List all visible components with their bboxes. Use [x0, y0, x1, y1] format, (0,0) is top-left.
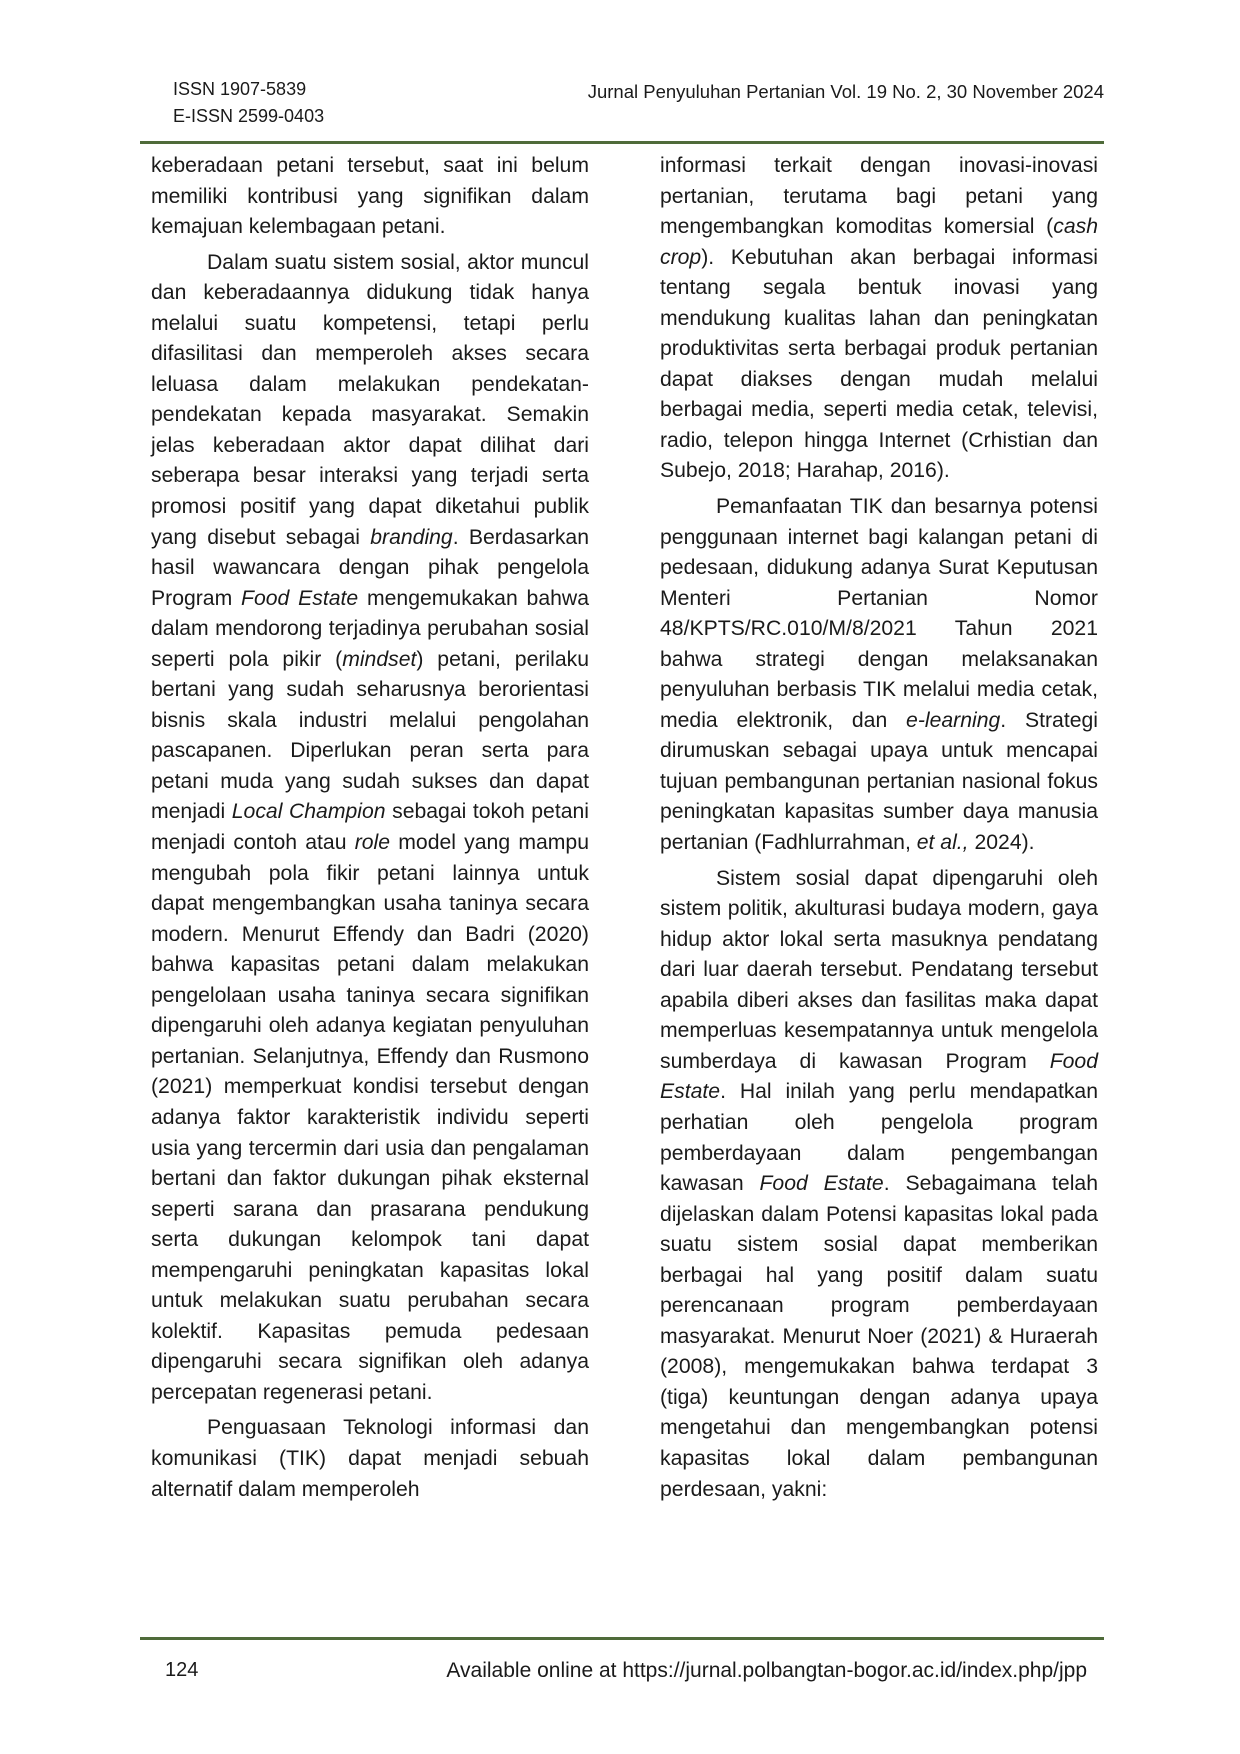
paragraph	[660, 151, 1098, 487]
footer-rule	[140, 1637, 1104, 1640]
italic-term: cash crop	[660, 215, 1098, 269]
italic-term: role	[354, 831, 391, 855]
paragraph	[151, 248, 589, 1409]
text-run: sebagai tokoh petani menjadi contoh atau	[151, 800, 590, 855]
text-run: . Hal inilah yang perlu mendapatkan perhatian oleh pengelola program pemberdayaan dalam pengembangan kawasan	[660, 1080, 1098, 1196]
text-run: Penguasaan Teknologi informasi dan komunikasi (TIK) dapat menjadi sebuah alternatif dalam memperoleh	[151, 1416, 589, 1501]
text-run: . Sebagaimana telah dijelaskan dalam Potensi kapasitas lokal pada suatu sistem sosial dapat memberikan berbagai hal yang positif dalam suatu perencanaan program pemberdayaan masyarakat. Menurut Noer (2021) & Huraerah (2008), mengemukakan bahwa terdapat 3 (tiga) keuntungan dengan adanya upaya mengetahui dan mengembangkan potensi kapasitas lokal dalam pembangunan perdesaan, yakni:	[660, 1172, 1098, 1501]
header-rule	[140, 141, 1104, 144]
right-text-column	[660, 151, 1098, 1505]
text-run: mengemukakan bahwa dalam mendorong terjadinya perubahan sosial seperti pola pikir (	[151, 586, 589, 671]
text-run: Dalam suatu sistem sosial, aktor muncul dan keberadaannya didukung tidak hanya melalui suatu kompetensi, tetapi perlu difasilitasi dan memperoleh akses secara leluasa dalam melakukan pendekatan-pendekatan kepada masyarakat. Semakin jelas keberadaan aktor dapat dilihat dari seberapa besar interaksi yang terjadi serta promosi positif yang dapat diketahui publik yang disebut sebagai	[151, 250, 589, 549]
left-text-column	[151, 151, 589, 1505]
italic-term: e-learning	[906, 708, 1001, 732]
text-run: 2024).	[968, 831, 1035, 855]
paragraph	[660, 864, 1098, 1505]
paragraph	[660, 492, 1098, 859]
text-run: informasi terkait dengan inovasi-inovasi pertanian, terutama bagi petani yang mengembangkan komoditas komersial (	[660, 154, 1098, 239]
text-run: ) petani, perilaku bertani yang sudah seharusnya berorientasi bisnis skala industri melalui pengolahan pascapanen. Diperlukan peran serta para petani muda yang sudah sukses dan dapat menjadi	[151, 647, 589, 824]
text-run: keberadaan petani tersebut, saat ini belum memiliki kontribusi yang signifikan dalam kemajuan kelembagaan petani.	[151, 154, 589, 239]
text-run: . Berdasarkan hasil wawancara dengan pihak pengelola Program	[151, 525, 589, 610]
text-run: . Strategi dirumuskan sebagai upaya untuk mencapai tujuan pembangunan pertanian nasional fokus peningkatan kapasitas sumber daya manusia pertanian (Fadhlurrahman,	[660, 708, 1098, 855]
text-run: Sistem sosial dapat dipengaruhi oleh sistem politik, akulturasi budaya modern, gaya hidup aktor lokal serta masuknya pendatang dari luar daerah tersebut. Pendatang tersebut apabila diberi akses dan fasilitas maka dapat memperluas kesempatannya untuk mengelola sumberdaya di kawasan Program	[660, 866, 1098, 1073]
text-run: ). Kebutuhan akan berbagai informasi tentang segala bentuk inovasi yang mendukung kualitas lahan dan peningkatan produktivitas serta berbagai produk pertanian dapat diakses dengan mudah melalui berbagai media, seperti media cetak, televisi, radio, telepon hingga Internet (Crhistian dan Subejo, 2018; Harahap, 2016).	[660, 245, 1098, 483]
issn-text: ISSN 1907-5839	[173, 79, 307, 99]
header-issn-block	[173, 76, 324, 130]
page-number: 124	[165, 1659, 199, 1681]
italic-term: Food Estate	[759, 1172, 884, 1196]
text-run: Pemanfaatan TIK dan besarnya potensi penggunaan internet bagi kalangan petani di pedesaan, didukung adanya Surat Keputusan Menteri Pertanian Nomor 48/KPTS/RC.010/M/8/2021 Tahun 2021 bahwa strategi dengan melaksanakan penyuluhan berbasis TIK melalui media cetak, media elektronik, dan	[660, 495, 1098, 732]
italic-term: branding	[370, 525, 453, 549]
italic-term: et al.,	[916, 831, 969, 855]
available-online-text: Available online at https://jurnal.polbangtan-bogor.ac.id/index.php/jpp	[446, 1659, 1087, 1682]
eissn-text: E-ISSN 2599-0403	[173, 106, 325, 126]
journal-title: Jurnal Penyuluhan Pertanian Vol. 19 No. 2, 30 November 2024	[587, 81, 1104, 102]
text-run: model yang mampu mengubah pola fikir petani lainnya untuk dapat mengembangkan usaha taninya secara modern. Menurut Effendy dan Badri (2020) bahwa kapasitas petani dalam melakukan pengelolaan usaha taninya secara signifikan dipengaruhi oleh adanya kegiatan penyuluhan pertanian. Selanjutnya, Effendy dan Rusmono (2021) memperkuat kondisi tersebut dengan adanya faktor karakteristik individu seperti usia yang tercermin dari usia dan pengalaman bertani dan faktor dukungan pihak eksternal seperti sarana dan prasarana pendukung serta dukungan kelompok tani dapat mempengaruhi peningkatan kapasitas lokal untuk melakukan suatu perubahan secara kolektif. Kapasitas pemuda pedesaan dipengaruhi secara signifikan oleh adanya percepatan regenerasi petani.	[151, 831, 589, 1404]
paragraph	[151, 151, 589, 243]
italic-term: Food Estate	[660, 1049, 1098, 1104]
italic-term: mindset	[342, 647, 417, 671]
italic-term: Food Estate	[241, 586, 359, 610]
paragraph	[151, 1413, 589, 1505]
italic-term: Local Champion	[231, 800, 386, 824]
